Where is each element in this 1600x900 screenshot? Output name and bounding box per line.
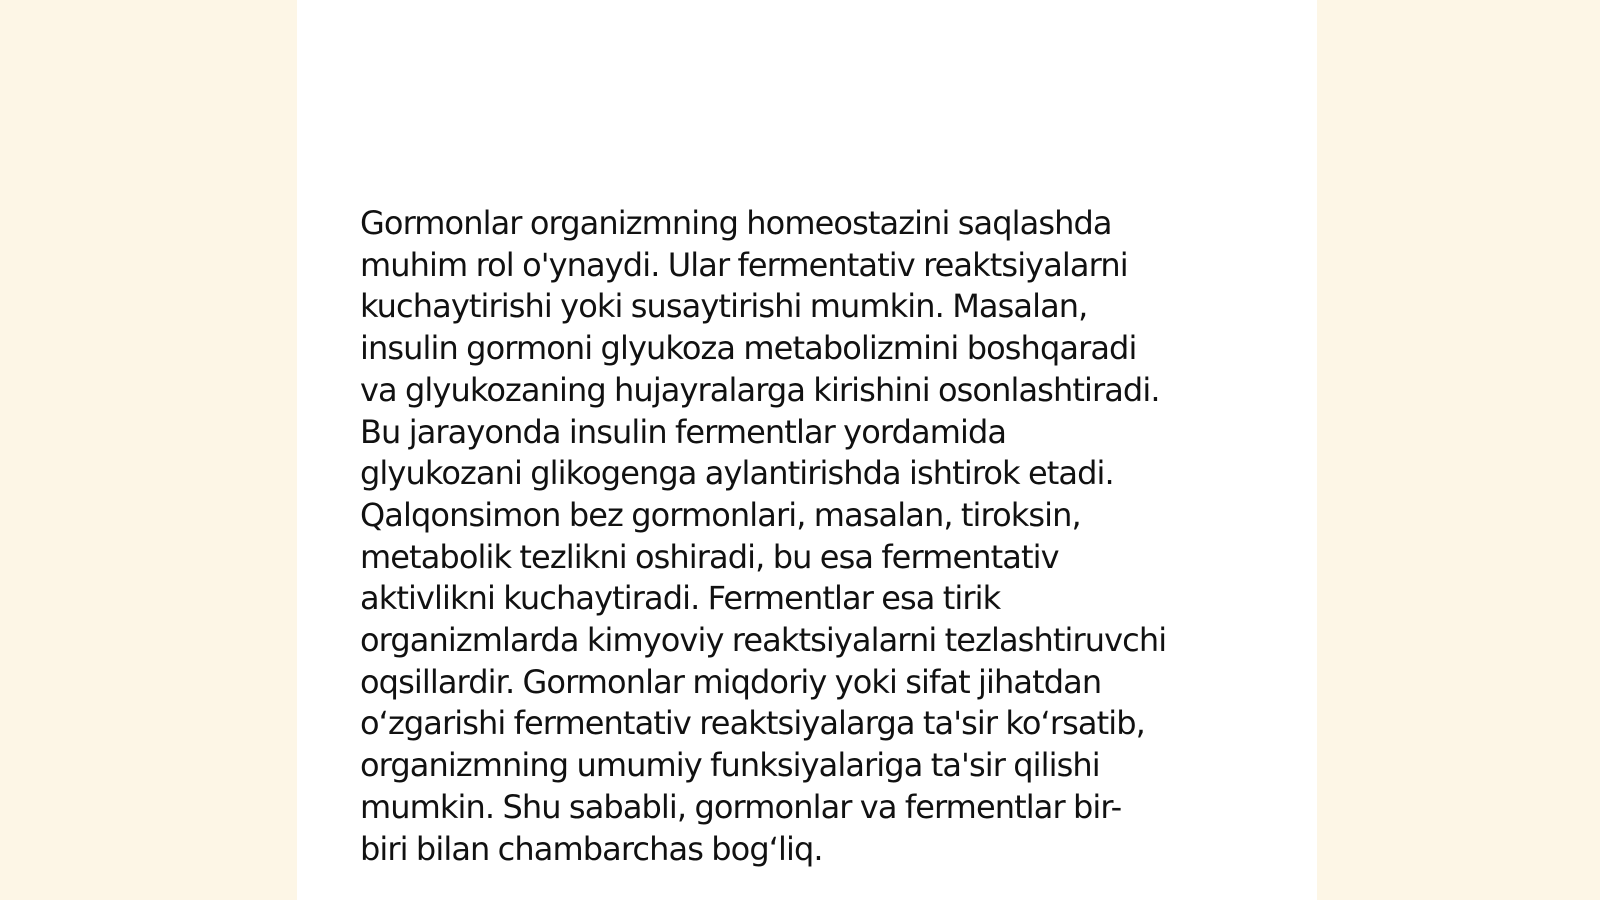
paragraph-line: insulin gormoni glyukoza metabolizmini boshqaradi — [360, 329, 1137, 368]
paragraph-line: organizmlarda kimyoviy reaktsiyalarni tezlashtiruvchi — [360, 621, 1167, 660]
paragraph-line: Gormonlar organizmning homeostazini saqlashda — [360, 204, 1112, 242]
paragraph-line: muhim rol o'ynaydi. Ular fermentativ reaktsiyalarni — [360, 245, 1128, 284]
paragraph-line: oqsillardir. Gormonlar miqdoriy yoki sifat jihatdan — [360, 662, 1102, 701]
paragraph-line: glyukozani glikogenga aylantirishda ishtirok etadi. — [360, 454, 1114, 493]
paragraph-line: Bu jarayonda insulin fermentlar yordamida — [360, 412, 1007, 451]
paragraph-line: organizmning umumiy funksiyalariga ta'sir qilishi — [360, 746, 1100, 785]
paragraph-line: Qalqonsimon bez gormonlari, masalan, tiroksin, — [360, 495, 1081, 534]
paragraph-line: biri bilan chambarchas bog‘liq. — [360, 829, 823, 868]
paragraph-line: o‘zgarishi fermentativ reaktsiyalarga ta'sir ko‘rsatib, — [360, 704, 1145, 743]
paragraph-line: kuchaytirishi yoki susaytirishi mumkin. Masalan, — [360, 287, 1088, 326]
document-page — [297, 0, 1317, 900]
paragraph-line: aktivlikni kuchaytiradi. Fermentlar esa tirik — [360, 579, 1001, 618]
paragraph-line: va glyukozaning hujayralarga kirishini osonlashtiradi. — [360, 370, 1160, 409]
paragraph-line: mumkin. Shu sababli, gormonlar va fermentlar bir- — [360, 787, 1122, 826]
paragraph-line: metabolik tezlikni oshiradi, bu esa fermentativ — [360, 537, 1059, 576]
body-paragraph — [360, 203, 1250, 870]
